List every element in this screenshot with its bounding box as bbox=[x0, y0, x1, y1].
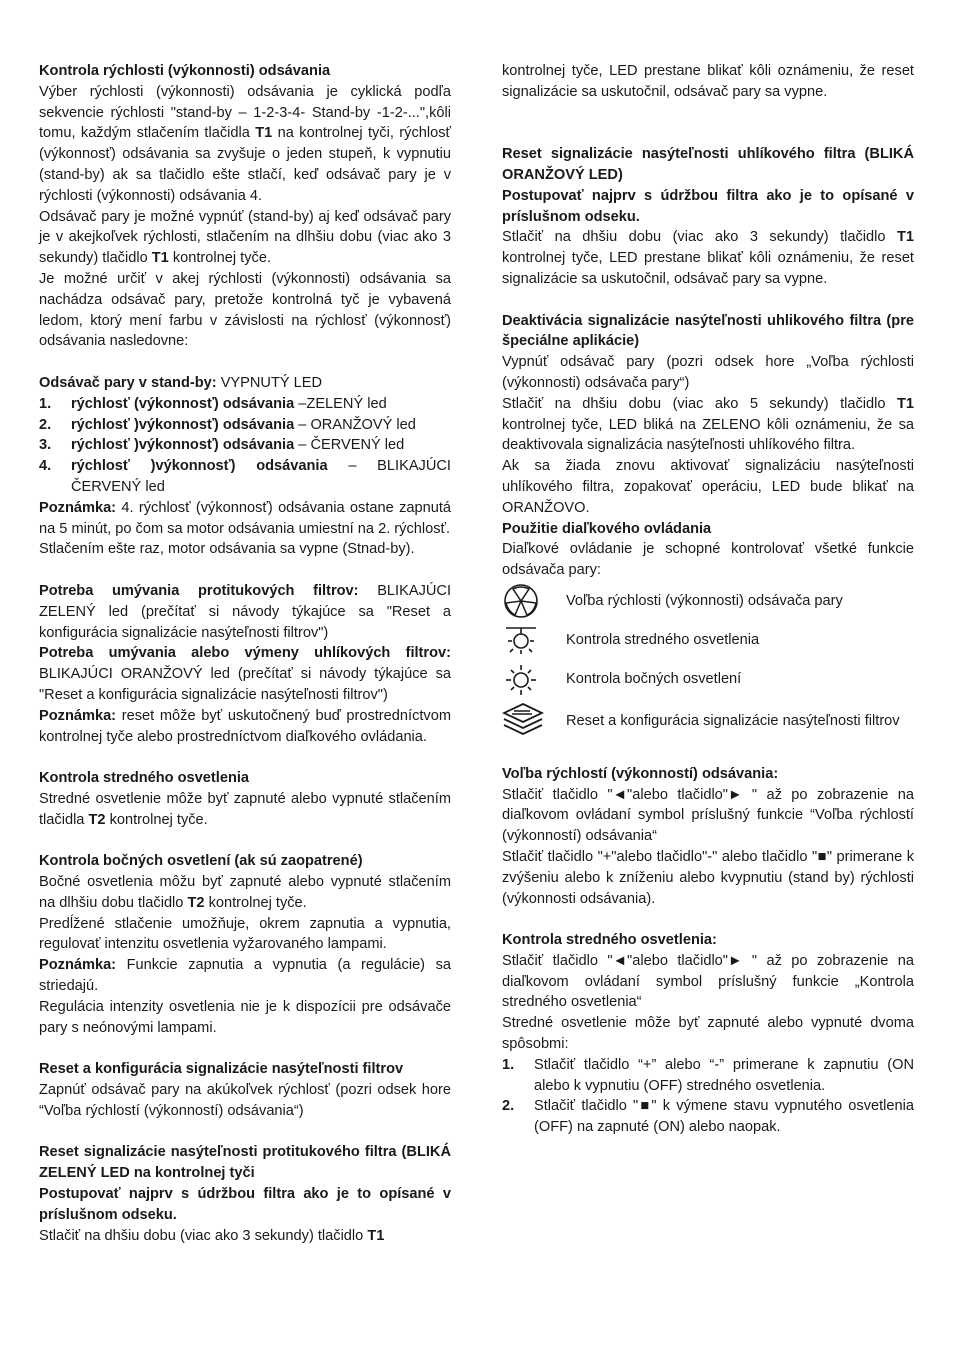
list-item bbox=[502, 1096, 914, 1138]
filter-reset-icon bbox=[502, 702, 546, 740]
bold-text: rýchlosť (výkonnosť) odsávania bbox=[71, 395, 295, 412]
button-ref: T1 bbox=[367, 1227, 385, 1244]
text: Funkcie zapnutia a vypnutia (a regulácie) sa striedajú. bbox=[39, 957, 451, 995]
list-item bbox=[39, 415, 451, 436]
paragraph: Diaľkové ovládanie je schopné kontrolovať všetké funkcie odsávača pary: bbox=[502, 541, 914, 579]
paragraph bbox=[39, 872, 451, 914]
remote-function-row bbox=[502, 699, 914, 743]
remote-function-label: Reset a konfigurácia signalizácie nasýteľnosti filtrov bbox=[566, 712, 900, 729]
paragraph: Regulácia intenzity osvetlenia nie je k dispozícii pre odsávače pary s neónovými lampami. bbox=[39, 998, 451, 1036]
text: kontrolnej tyče. bbox=[168, 250, 272, 267]
subtitle: Postupovať najprv s údržbou filtra ako je to opísané v príslušnom odseku. bbox=[39, 1186, 451, 1223]
list-text bbox=[71, 415, 451, 436]
list-text: Stlačiť tlačidlo "■" k výmene stavu vypnutého osvetlenia (OFF) na zapnuté (ON) alebo naopak. bbox=[534, 1098, 914, 1136]
section-title-remote-light: Kontrola stredného osvetlenia: bbox=[502, 932, 717, 949]
paragraph: Je možné určiť v akej rýchlosti (výkonnosti) odsávania sa nachádza odsávač pary, pretože kontrolná tyč je vybavená ledom, ktorý mení farbu v závislosti na rýchlosť (výkonnosť) odsávania nasledovne: bbox=[39, 270, 451, 350]
text: – BLIKAJÚCI ČERVENÝ led bbox=[71, 458, 451, 495]
text: reset môže byť uskutočnený buď prostredníctvom kontrolnej tyče alebo prostredníctvom diaľkového ovládania. bbox=[39, 707, 451, 745]
text: Stlačiť na dhšiu dobu (viac ako 3 sekundy) tlačidlo bbox=[502, 229, 897, 246]
paragraph: Predĺžené stlačenie umožňuje, okrem zapnutia a vypnutia, regulovať intenzitu osvetlenia vyžarovaného lampami. bbox=[39, 915, 451, 953]
text: kontrolnej tyče. bbox=[204, 894, 307, 911]
note-label: Poznámka: bbox=[39, 957, 117, 974]
section-title-remote: Použitie diaľkového ovládania bbox=[502, 520, 712, 537]
list-item bbox=[502, 1055, 914, 1097]
paragraph bbox=[39, 789, 451, 831]
section-title-remote-speed: Voľba rýchlostí (výkonností) odsávania: bbox=[502, 765, 779, 782]
section-title-deactivation: Deaktivácia signalizácie nasýteľnosti uhlikového filtra (pre špeciálne aplikácie) bbox=[502, 312, 914, 350]
note-label: Poznámka: bbox=[39, 499, 117, 516]
text: 4. rýchlosť (výkonnosť) odsávania ostane zapnutá na 5 minút, po čom sa motor odsávania umiestní na 2. rýchlosť. bbox=[39, 499, 451, 537]
list-item bbox=[39, 456, 451, 498]
paragraph: Stlačením ešte raz, motor odsávania sa vypne (Stnad-by). bbox=[39, 541, 415, 558]
bold-text: rýchlosť )výkonnosť) odsávania bbox=[71, 416, 295, 433]
text: kontrolnej tyče, LED prestane blikať kôli oznámeniu, že reset signalizácie sa uskutočnil, odsávač pary sa vypne. bbox=[502, 250, 914, 287]
list-number: 1. bbox=[502, 1056, 515, 1073]
paragraph bbox=[39, 82, 451, 207]
paragraph bbox=[39, 643, 451, 705]
text: Odsávač pary je možné vypnúť (stand-by) aj keď odsávač pary je v akejkoľvek rýchlosti, stlačením na dlhšiu dobu (viac ako 3 sekundy) tlačidlo bbox=[39, 208, 451, 267]
list-number: 2. bbox=[39, 416, 52, 433]
bold-text: rýchlosť )výkonnosť) odsávania bbox=[71, 437, 295, 454]
text: BLIKAJÚCI ORANŽOVÝ led (prečítať si návody týkajúce sa "Reset a konfigurácia signalizácie nasýteľnosti filtrov") bbox=[39, 666, 451, 703]
text: Stredné osvetlenie môže byť zapnuté alebo vypnuté stlačením tlačidla bbox=[39, 790, 451, 828]
remote-function-label: Kontrola bočných osvetlení bbox=[566, 670, 742, 687]
list-number: 2. bbox=[502, 1098, 515, 1115]
text: Stlačiť na dhšiu dobu (viac ako 3 sekundy) tlačidlo bbox=[39, 1227, 368, 1244]
section-title-central-light: Kontrola stredného osvetlenia bbox=[39, 770, 250, 787]
side-light-icon bbox=[502, 662, 546, 696]
list-number: 3. bbox=[39, 437, 52, 454]
paragraph bbox=[39, 207, 451, 269]
text: –ZELENÝ led bbox=[294, 395, 387, 412]
value: VYPNUTÝ LED bbox=[216, 374, 323, 391]
subtitle: Postupovať najprv s údržbou filtra ako je to opísané v príslušnom odseku. bbox=[502, 187, 914, 225]
text: – ORANŽOVÝ led bbox=[294, 416, 416, 433]
paragraph: Zapnúť odsávač pary na akúkoľvek rýchlosť (pozri odsek hore “Voľba rýchlostí (výkonností) odsávania“) bbox=[39, 1082, 451, 1119]
note bbox=[39, 498, 451, 540]
note-label: Poznámka: bbox=[39, 707, 117, 724]
standby-line bbox=[39, 373, 451, 394]
label: Odsávač pary v stand-by: bbox=[39, 374, 217, 391]
label: Potreba umývania alebo výmeny uhlíkových filtrov: bbox=[39, 645, 451, 662]
bold-text: rýchlosť )výkonnosť) odsávania bbox=[71, 458, 328, 475]
text: kontrolnej tyče. bbox=[105, 811, 208, 828]
light-icon bbox=[502, 624, 546, 656]
button-ref: T1 bbox=[896, 395, 914, 412]
button-ref: T2 bbox=[187, 894, 205, 911]
paragraph: Ak sa žiada znovu aktivovať signalizáciu nasýteľnosti uhlíkového filtra, zopakovať operáciu, LED bude blikať na ORANŽOVO. bbox=[502, 458, 914, 516]
text: Bočné osvetlenia môžu byť zapnuté alebo vypnuté stlačením na dlhšiu dobu tlačidlo bbox=[39, 874, 451, 911]
paragraph: Vypnúť odsávač pary (pozri odsek hore „Voľba rýchlosti (výkonnosti) odsávača pary“) bbox=[502, 354, 914, 391]
left-column bbox=[39, 61, 451, 1246]
paragraph bbox=[39, 581, 451, 643]
paragraph bbox=[39, 1226, 451, 1247]
list-text bbox=[71, 435, 451, 456]
paragraph: Stlačiť tlačidlo "◄"alebo tlačidlo"► " až po zobrazenie na diaľkovom ovládaní symbol príslušný funkcie “Voľba rýchlostí (výkonností) odsávania“ bbox=[502, 786, 914, 845]
list-item bbox=[39, 435, 451, 456]
note bbox=[39, 955, 451, 997]
list-number: 4. bbox=[39, 458, 52, 475]
button-ref: T1 bbox=[151, 250, 169, 267]
list-text: Stlačiť tlačidlo “+” alebo “-” primerane k zapnutiu (ON alebo k vypnutiu (OFF) stredného osvetlenia. bbox=[534, 1056, 914, 1094]
section-title-side-lights: Kontrola bočných osvetlení (ak sú zaopatrené) bbox=[39, 853, 363, 870]
right-column bbox=[502, 61, 914, 1138]
paragraph bbox=[502, 394, 914, 456]
section-title-grease-filter-reset: Reset signalizácie nasýteľnosti protitukového filtra (BLIKÁ ZELENÝ LED na kontrolnej tyči bbox=[39, 1144, 451, 1182]
fan-icon bbox=[502, 583, 546, 619]
text: na kontrolnej tyči, rýchlosť (výkonnosť) odsávania sa zvyšuje o jeden stupeň, k vypnutiu (stand-by) ak sa tlačidlo ešte stlačí, keď odsávač pary je v rýchlosti (výkonnosti) odsávania 4. bbox=[39, 125, 451, 204]
remote-function-row bbox=[502, 659, 914, 699]
text: Stlačiť na dhšiu dobu (viac ako 5 sekundy) tlačidlo bbox=[502, 395, 897, 412]
paragraph bbox=[502, 227, 914, 289]
section-title-speed-control: Kontrola rýchlosti (výkonnosti) odsávania bbox=[39, 63, 331, 79]
paragraph: kontrolnej tyče, LED prestane blikať kôli oznámeniu, že reset signalizácie sa uskutočnil, odsávač pary sa vypne. bbox=[502, 63, 914, 100]
button-ref: T2 bbox=[88, 811, 106, 828]
paragraph: Stlačiť tlačidlo "◄"alebo tlačidlo"► " až po zobrazenie na diaľkovom ovládaní symbol príslušný funkcie „Kontrola stredného osvetlenia“ bbox=[502, 952, 914, 1011]
note bbox=[39, 706, 451, 748]
button-ref: T1 bbox=[255, 125, 273, 142]
remote-function-row bbox=[502, 581, 914, 621]
list-number: 1. bbox=[39, 395, 52, 412]
paragraph: Stredné osvetlenie môže byť zapnuté alebo vypnuté dvoma spôsobmi: bbox=[502, 1015, 914, 1053]
remote-function-label: Kontrola stredného osvetlenia bbox=[566, 631, 760, 648]
text: – ČERVENÝ led bbox=[294, 437, 405, 454]
list-item bbox=[39, 394, 451, 415]
button-ref: T1 bbox=[896, 229, 914, 246]
list-text bbox=[71, 456, 451, 498]
text: Výber rýchlosti (výkonnosti) odsávania je cyklická podľa sekvencie rýchlosti "stand-by – 1-2-3-4- Stand-by -1-2-...",kôli tomu, každým stlačením tlačidla bbox=[39, 83, 451, 142]
section-title-filter-reset: Reset a konfigurácia signalizácie nasýteľnosti filtrov bbox=[39, 1061, 404, 1078]
remote-function-row bbox=[502, 621, 914, 659]
remote-function-label: Voľba rýchlosti (výkonnosti) odsávača pary bbox=[566, 592, 843, 609]
text: kontrolnej tyče, LED bliká na ZELENO kôli oznámeniu, že sa deaktivovala signalizácia nasýteľnosti uhlíkového filtra. bbox=[502, 416, 914, 454]
section-title-carbon-filter-reset: Reset signalizácie nasýteľnosti uhlíkového filtra (BLIKÁ ORANŽOVÝ LED) bbox=[502, 146, 914, 183]
text: BLIKAJÚCI ZELENÝ led (prečítať si návody týkajúce sa "Reset a konfigurácia signalizácie nasýteľnosti filtrov") bbox=[39, 582, 451, 641]
paragraph: Stlačiť tlačidlo "+"alebo tlačidlo"-" alebo tlačidlo "■" primerane k zvýšeniu alebo k zníženiu alebo kvypnutiu (stand by) rýchlosti (výkonnosti odsávania). bbox=[502, 848, 914, 907]
list-text bbox=[71, 394, 451, 415]
label: Potreba umývania protitukových filtrov: bbox=[39, 582, 359, 599]
